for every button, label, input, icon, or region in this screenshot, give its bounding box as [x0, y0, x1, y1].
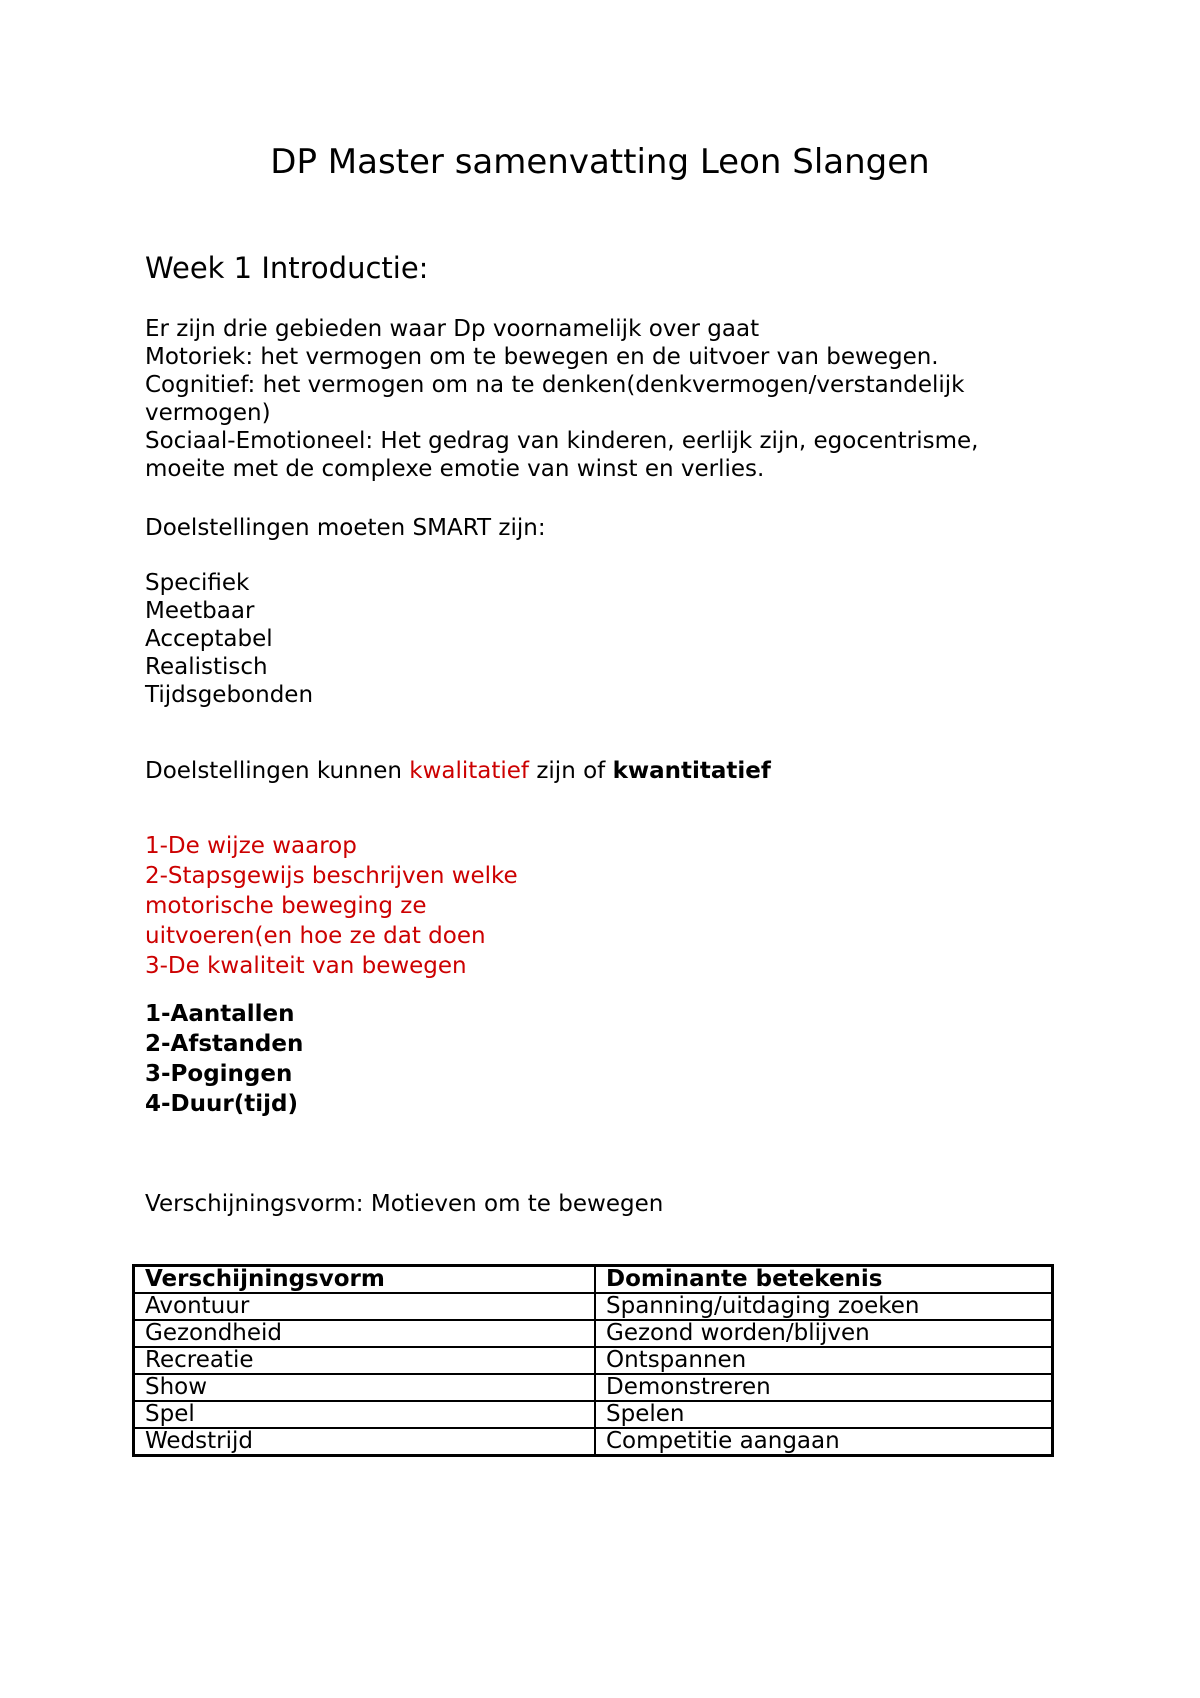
intro-line: moeite met de complexe emotie van winst en verlies.	[145, 456, 765, 482]
smart-intro: Doelstellingen moeten SMART zijn:	[145, 515, 546, 541]
table-row	[134, 1374, 1053, 1401]
qualitative-item: 3-De kwaliteit van bewegen	[145, 953, 467, 979]
table-row	[134, 1347, 1053, 1374]
table-row	[134, 1320, 1053, 1347]
intro-line: Er zijn drie gebieden waar Dp voornamelijk over gaat	[145, 316, 760, 342]
table-cell: Avontuur	[134, 1293, 596, 1320]
quantitative-label: kwantitatief	[612, 758, 771, 784]
table-header-cell: Dominante betekenis	[595, 1266, 1053, 1294]
goals-prefix: Doelstellingen kunnen	[145, 758, 410, 784]
table-cell: Gezondheid	[134, 1320, 596, 1347]
table-cell: Ontspannen	[595, 1347, 1053, 1374]
qualitative-item: 1-De wijze waarop	[145, 833, 357, 859]
table-cell: Spel	[134, 1401, 596, 1428]
table-cell: Show	[134, 1374, 596, 1401]
qualitative-label: kwalitatief	[409, 758, 530, 784]
intro-line: Sociaal-Emotioneel: Het gedrag van kinderen, eerlijk zijn, egocentrisme,	[145, 428, 979, 454]
table-cell: Spelen	[595, 1401, 1053, 1428]
table-cell: Competitie aangaan	[595, 1428, 1053, 1456]
smart-item: Tijdsgebonden	[145, 682, 314, 708]
quantitative-item: 3-Pogingen	[145, 1061, 293, 1087]
quantitative-item: 1-Aantallen	[145, 1001, 295, 1027]
goals-middle: zijn of	[529, 758, 613, 784]
qualitative-item: motorische beweging ze	[145, 893, 427, 919]
table-row	[134, 1401, 1053, 1428]
intro-line: Cognitief: het vermogen om na te denken(denkvermogen/verstandelijk	[145, 372, 965, 398]
table-row	[134, 1293, 1053, 1320]
goals-line	[145, 757, 771, 786]
intro-line: vermogen)	[145, 400, 271, 426]
smart-item: Realistisch	[145, 654, 268, 680]
smart-item: Meetbaar	[145, 598, 255, 624]
table-cell: Spanning/uitdaging zoeken	[595, 1293, 1053, 1320]
table-header-row	[134, 1266, 1053, 1294]
table-row	[134, 1428, 1053, 1456]
intro-line: Motoriek: het vermogen om te bewegen en de uitvoer van bewegen.	[145, 344, 939, 370]
table-cell: Gezond worden/blijven	[595, 1320, 1053, 1347]
document-title: DP Master samenvatting Leon Slangen	[270, 142, 930, 182]
table-cell: Wedstrijd	[134, 1428, 596, 1456]
table-cell: Recreatie	[134, 1347, 596, 1374]
smart-item: Specifiek	[145, 570, 250, 596]
table-cell: Demonstreren	[595, 1374, 1053, 1401]
table-header-cell: Verschijningsvorm	[134, 1266, 596, 1294]
table-intro: Verschijningsvorm: Motieven om te bewegen	[145, 1191, 664, 1217]
qualitative-item: 2-Stapsgewijs beschrijven welke	[145, 863, 518, 889]
motives-table	[132, 1264, 1054, 1457]
smart-item: Acceptabel	[145, 626, 273, 652]
quantitative-item: 4-Duur(tijd)	[145, 1091, 298, 1117]
qualitative-item: uitvoeren(en hoe ze dat doen	[145, 923, 486, 949]
quantitative-item: 2-Afstanden	[145, 1031, 304, 1057]
week-heading: Week 1 Introductie:	[145, 251, 429, 285]
